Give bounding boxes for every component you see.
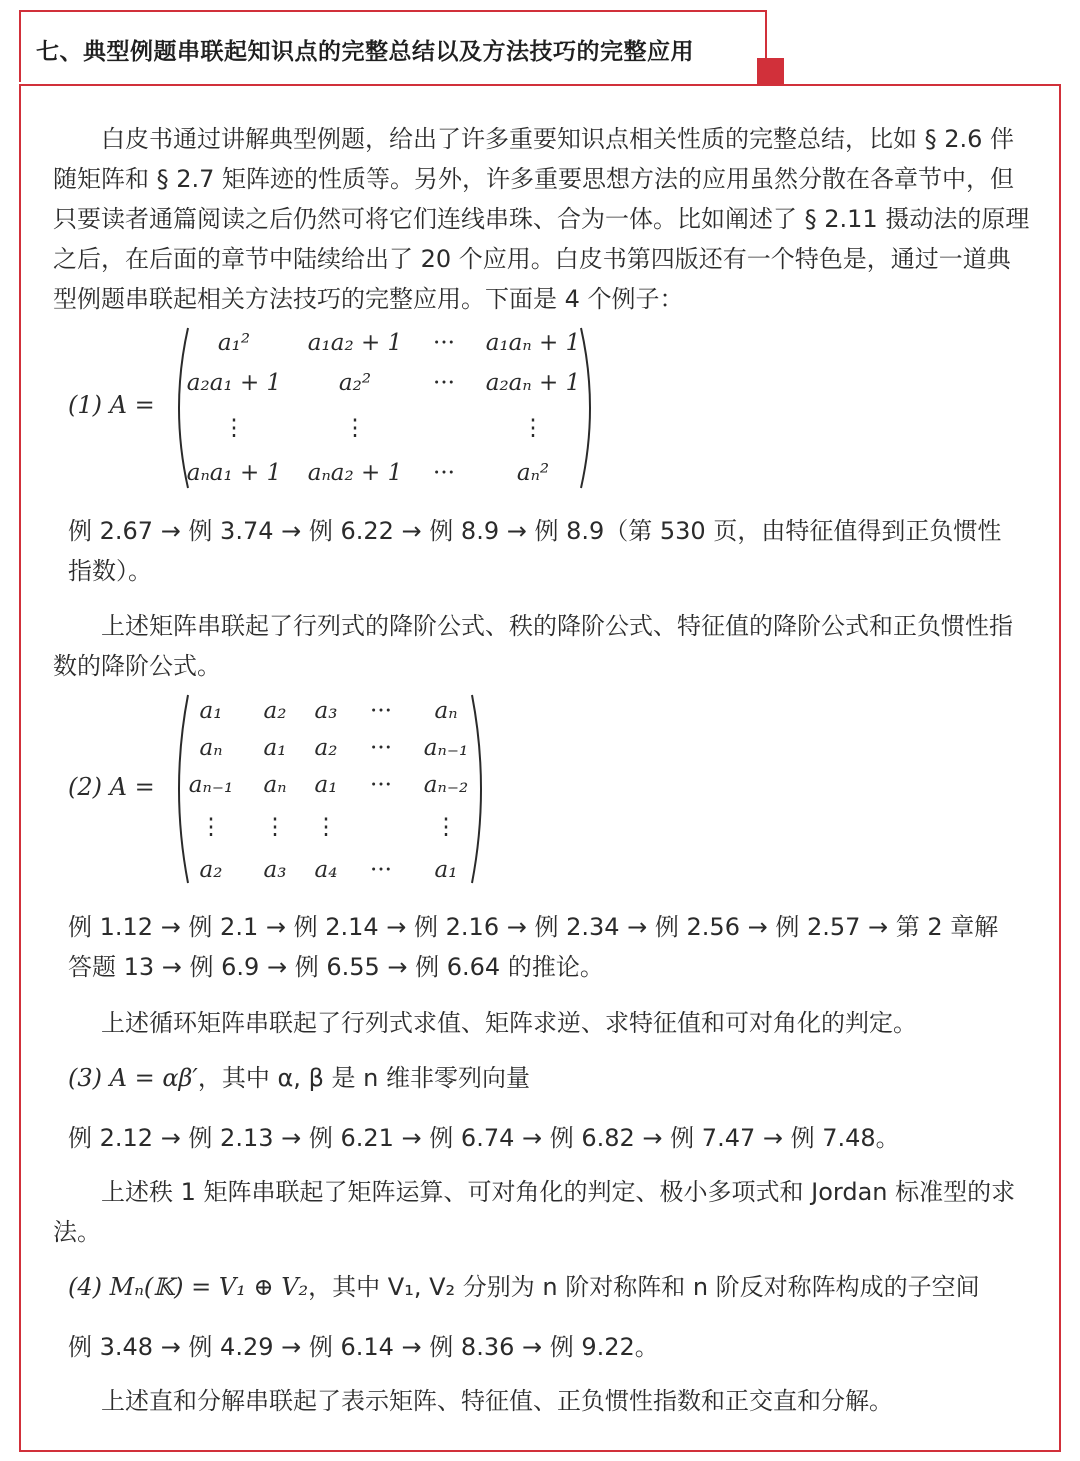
matrix-1-cell: ··· xyxy=(433,330,455,356)
matrix-2-cell: ⋮ xyxy=(434,814,458,840)
example-4-formula: (4) Mₙ(𝕂) = V₁ ⊕ V₂ xyxy=(68,1273,309,1301)
matrix-2-cell: ··· xyxy=(370,698,392,724)
matrix-2-cell: ··· xyxy=(370,735,392,761)
matrix-2-cell: a₃ xyxy=(314,698,338,724)
matrix-1-cell: aₙa₁ + 1 xyxy=(186,460,282,486)
matrix-1-cell: a₁aₙ + 1 xyxy=(485,330,581,356)
matrix-1-cell: a₂a₁ + 1 xyxy=(186,370,282,396)
matrix-2-cell: ··· xyxy=(370,772,392,798)
example-2-summary: 上述循环矩阵串联起了行列式求值、矩阵求逆、求特征值和可对角化的判定。 xyxy=(101,1009,917,1037)
example-1-label-text: (1) A = xyxy=(68,391,155,419)
matrix-2-cell: aₙ₋₂ xyxy=(423,772,469,798)
matrix-2-cell: a₂ xyxy=(263,698,287,724)
example-2-chain: 例 1.12 → 例 2.1 → 例 2.14 → 例 2.16 → 例 2.34 → 例 2.56 → 例 2.57 → 第 2 章解答题 13 → 例 6.9 → 例 6.55 → 例 6.64 的推论。 xyxy=(68,913,999,981)
example-1-summary: 上述矩阵串联起了行列式的降阶公式、秩的降阶公式、特征值的降阶公式和正负惯性指数的降阶公式。 xyxy=(53,612,1013,680)
example-3-chain: 例 2.12 → 例 2.13 → 例 6.21 → 例 6.74 → 例 6.82 → 例 7.47 → 例 7.48。 xyxy=(68,1124,900,1152)
example-3-condition: ，其中 α, β 是 n 维非零列向量 xyxy=(197,1064,530,1092)
section-title: 七、典型例题串联起知识点的完整总结以及方法技巧的完整应用 xyxy=(36,39,694,65)
matrix-1-cell: a₂aₙ + 1 xyxy=(485,370,581,396)
example-2-label-text: (2) A = xyxy=(68,773,155,801)
matrix-1-cell: a₁² xyxy=(217,330,251,356)
example-2-label xyxy=(68,773,155,801)
matrix-2-cell: aₙ₋₁ xyxy=(188,772,234,798)
example-3-formula: (3) A = αβ′ xyxy=(68,1064,198,1092)
matrix-1-cell: aₙa₂ + 1 xyxy=(307,460,403,486)
matrix-1-cell: a₂² xyxy=(338,370,372,396)
matrix-2-cell: ⋮ xyxy=(263,814,287,840)
matrix-2-right-paren xyxy=(468,693,492,885)
example-3-label xyxy=(68,1058,530,1093)
matrix-2-cell: aₙ₋₁ xyxy=(423,735,469,761)
example-4-chain: 例 3.48 → 例 4.29 → 例 6.14 → 例 8.36 → 例 9.22。 xyxy=(68,1333,659,1361)
example-1-chain: 例 2.67 → 例 3.74 → 例 6.22 → 例 8.9 → 例 8.9（第 530 页，由特征值得到正负惯性指数）。 xyxy=(68,517,1002,585)
matrix-2-cell: a₂ xyxy=(199,857,223,883)
example-4-summary: 上述直和分解串联起了表示矩阵、特征值、正负惯性指数和正交直和分解。 xyxy=(101,1387,893,1415)
title-accent-block xyxy=(757,58,784,84)
intro-paragraph: 白皮书通过讲解典型例题，给出了许多重要知识点相关性质的完整总结，比如 § 2.6 伴随矩阵和 § 2.7 矩阵迹的性质等。另外，许多重要思想方法的应用虽然分散在各章节中，但只要读者通篇阅读之后仍然可将它们连线串珠、合为一体。比如阐述了 § 2.11 摄动法的原理之后，在后面的章节中陆续给出了 20 个应用。白皮书第四版还有一个特色是，通过一道典型例题串联起相关方法技巧的完整应用。下面是 4 个例子： xyxy=(53,125,1030,313)
matrix-1-cell: ⋮ xyxy=(222,415,246,441)
matrix-1-cell: ⋮ xyxy=(343,415,367,441)
matrix-2-cell: aₙ xyxy=(434,698,458,724)
matrix-2-cell: a₄ xyxy=(314,857,338,883)
matrix-2-cell: a₁ xyxy=(434,857,458,883)
matrix-2-cell: a₁ xyxy=(314,772,338,798)
matrix-2-cell: a₃ xyxy=(263,857,287,883)
matrix-2-cell: ⋮ xyxy=(314,814,338,840)
example-1-label xyxy=(68,391,155,419)
matrix-2-cell: aₙ xyxy=(263,772,287,798)
matrix-1-cell: ··· xyxy=(433,460,455,486)
example-3-summary: 上述秩 1 矩阵串联起了矩阵运算、可对角化的判定、极小多项式和 Jordan 标准型的求法。 xyxy=(53,1178,1016,1246)
matrix-2-cell: a₁ xyxy=(199,698,223,724)
matrix-2-cell: a₁ xyxy=(263,735,287,761)
matrix-2-cell: ··· xyxy=(370,857,392,883)
matrix-2-cell: aₙ xyxy=(199,735,223,761)
matrix-1-right-paren xyxy=(577,326,601,490)
matrix-1-cell: a₁a₂ + 1 xyxy=(307,330,403,356)
example-4-label xyxy=(68,1267,980,1302)
matrix-1-cell: aₙ² xyxy=(516,460,550,486)
matrix-1-cell: ⋮ xyxy=(521,415,545,441)
matrix-2-cell: a₂ xyxy=(314,735,338,761)
matrix-1-cell: ··· xyxy=(433,370,455,396)
example-4-condition: ，其中 V₁, V₂ 分别为 n 阶对称阵和 n 阶反对称阵构成的子空间 xyxy=(308,1273,980,1301)
matrix-2-cell: ⋮ xyxy=(199,814,223,840)
